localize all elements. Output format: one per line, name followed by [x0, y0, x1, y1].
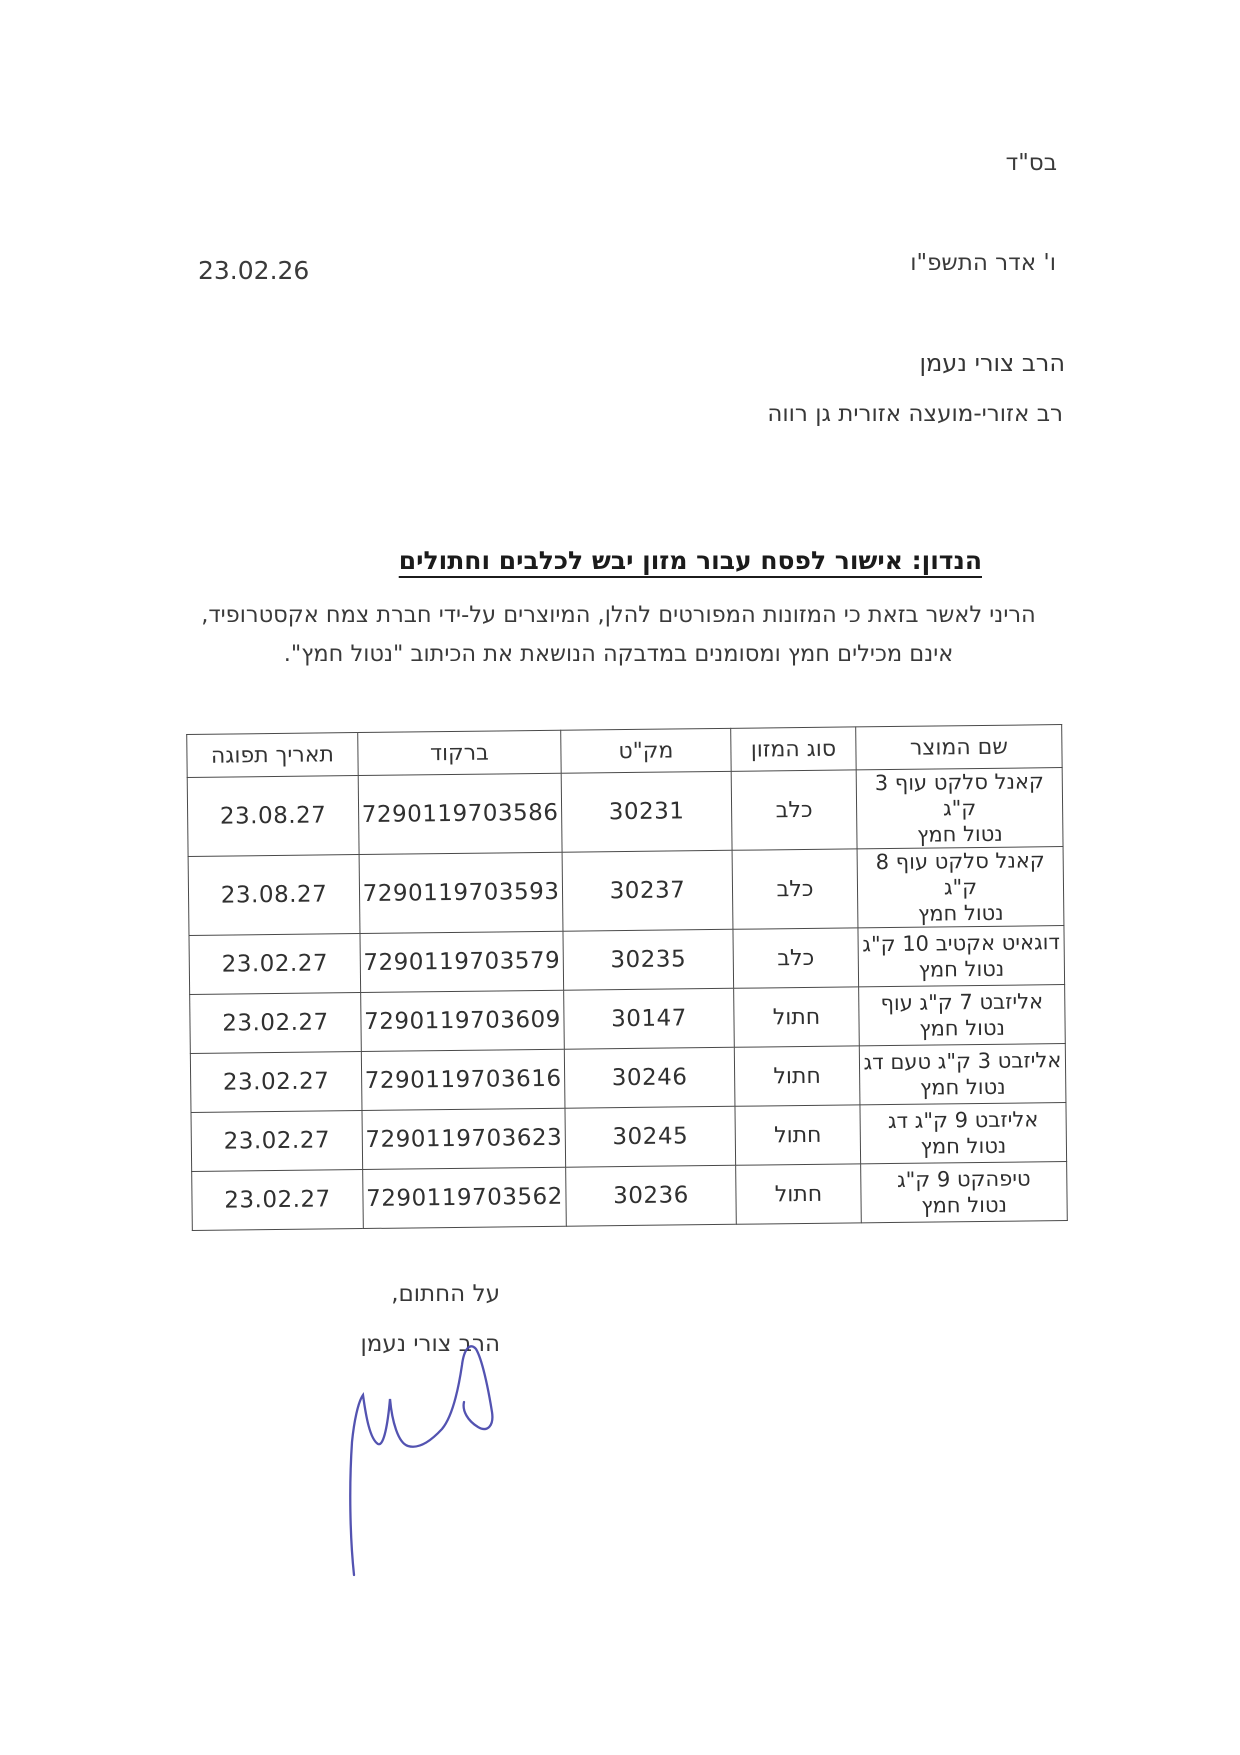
table-row [192, 1162, 1068, 1231]
sku-cell: 30231 [561, 771, 732, 852]
table-row [189, 926, 1065, 995]
signer-name: הרב צורי נעמן [360, 1331, 500, 1357]
product-name: קאנל סלקט עוף 8 ק"ג [875, 848, 1045, 900]
closing-line: על החתום, [391, 1281, 500, 1307]
bsd-mark: בס"ד [1005, 150, 1057, 176]
table-row [190, 1044, 1066, 1113]
food-type-cell: חתול [736, 1164, 862, 1224]
header-food-type: סוג המזון [731, 727, 856, 771]
product-cell [859, 1044, 1066, 1105]
chametz-note: נטול חמץ [920, 1133, 1007, 1159]
product-name: אליזבט 3 ק"ג טעם דג [863, 1048, 1062, 1075]
product-name: דוגאיט אקטיב 10 ק"ג [862, 930, 1061, 957]
body-paragraph [172, 596, 1065, 674]
body-line-2: אינם מכילים חמץ ומסומנים במדבקה הנושאת את הכיתוב "נטול חמץ". [283, 641, 954, 667]
chametz-note: נטול חמץ [918, 956, 1005, 982]
product-cell [856, 768, 1063, 849]
expiry-cell: 23.02.27 [189, 934, 361, 995]
chametz-note: נטול חמץ [921, 1192, 1008, 1218]
header-barcode: ברקוד [358, 730, 561, 775]
barcode-cell: 7290119703609 [361, 990, 565, 1051]
recipient-title: רב אזורי-מועצה אזורית גן רווה [767, 401, 1063, 427]
table-row [188, 847, 1064, 936]
barcode-cell: 7290119703579 [360, 931, 564, 992]
food-type-cell: חתול [734, 987, 860, 1047]
chametz-note: נטול חמץ [919, 1074, 1006, 1100]
expiry-cell: 23.02.27 [190, 1052, 362, 1113]
table-row [190, 985, 1066, 1054]
header-sku: מק"ט [561, 728, 731, 773]
product-name: אליזבט 9 ק"ג דג [887, 1107, 1039, 1134]
handwritten-signature [300, 1337, 500, 1587]
expiry-cell: 23.02.27 [192, 1170, 364, 1231]
barcode-cell: 7290119703562 [363, 1167, 567, 1228]
secular-date: 23.02.26 [198, 256, 310, 285]
signature-stroke [350, 1346, 492, 1575]
table-row [187, 768, 1063, 857]
food-type-cell: חתול [734, 1046, 860, 1106]
food-type-cell: כלב [731, 770, 857, 850]
sku-cell: 30246 [564, 1047, 735, 1108]
table-row [191, 1103, 1067, 1172]
expiry-cell: 23.08.27 [188, 855, 360, 936]
barcode-cell: 7290119703593 [359, 852, 563, 933]
product-name: אליזבט 7 ק"ג עוף [880, 989, 1044, 1016]
products-table-wrapper [187, 724, 1068, 1231]
chametz-note: נטול חמץ [919, 1015, 1006, 1041]
header-expiry: תאריך תפוגה [187, 733, 358, 778]
sku-cell: 30147 [564, 988, 735, 1049]
sku-cell: 30236 [566, 1165, 737, 1226]
chametz-note: נטול חמץ [916, 821, 1003, 847]
barcode-cell: 7290119703616 [361, 1049, 565, 1110]
expiry-cell: 23.02.27 [191, 1111, 363, 1172]
product-cell [860, 1103, 1067, 1164]
product-cell [858, 926, 1065, 987]
expiry-cell: 23.02.27 [190, 993, 362, 1054]
food-type-cell: כלב [733, 928, 859, 988]
product-name: קאנל סלקט עוף 3 ק"ג [874, 769, 1044, 821]
sku-cell: 30235 [563, 929, 734, 990]
barcode-cell: 7290119703623 [362, 1108, 566, 1169]
chametz-note: נטול חמץ [917, 900, 1004, 926]
product-name: טיפהקט 9 ק"ג [896, 1166, 1031, 1192]
products-table [186, 724, 1068, 1231]
subject-line: הנדון: אישור לפסח עבור מזון יבש לכלבים וחתולים [398, 546, 982, 575]
expiry-cell: 23.08.27 [187, 776, 359, 857]
food-type-cell: כלב [732, 849, 858, 929]
product-cell [859, 985, 1066, 1046]
product-cell [861, 1162, 1068, 1223]
barcode-cell: 7290119703586 [358, 773, 562, 854]
recipient-name: הרב צורי נעמן [919, 349, 1065, 377]
sku-cell: 30237 [562, 850, 733, 931]
product-cell [857, 847, 1064, 928]
header-product: שם המוצר [856, 725, 1062, 770]
sku-cell: 30245 [565, 1106, 736, 1167]
body-line-1: הריני לאשר בזאת כי המזונות המפורטים להלן, המיוצרים על-ידי חברת צמח אקסטרופיד, [201, 602, 1036, 628]
food-type-cell: חתול [735, 1105, 861, 1165]
hebrew-date: ו' אדר התשפ"ו [910, 250, 1056, 276]
